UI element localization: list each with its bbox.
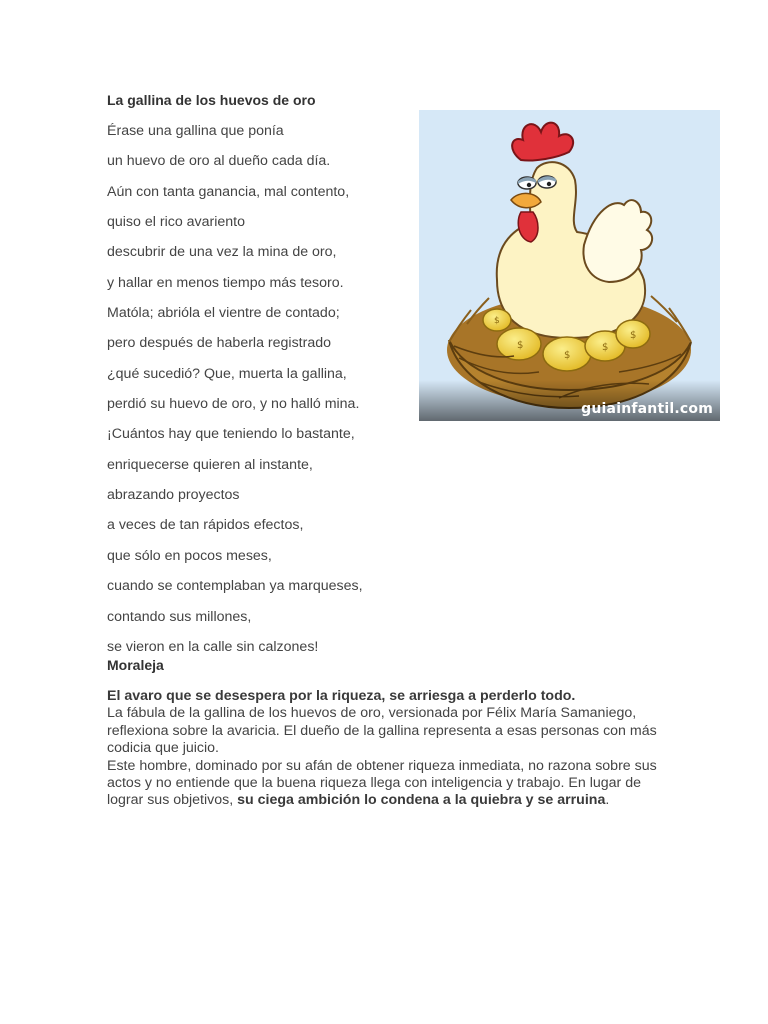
paragraph-1: La fábula de la gallina de los huevos de oro, versionada por Félix María Samaniego, reflexiona sobre la avaricia. El dueño de la gallina representa a esas personas con más codicia que juicio. xyxy=(107,705,657,757)
hen-illustration xyxy=(419,110,720,421)
paragraph-2 xyxy=(107,758,667,810)
poem xyxy=(107,122,407,668)
hen-pupil-left xyxy=(527,183,531,187)
poem-line: ¡Cuántos hay que teniendo lo bastante, xyxy=(107,426,355,443)
poem-line: a veces de tan rápidos efectos, xyxy=(107,517,304,534)
paragraph-2-emphasis: su ciega ambición lo condena a la quiebra y se arruina xyxy=(237,792,606,809)
egg-dollar-sign: $ xyxy=(602,342,609,353)
paragraph-2-end: . xyxy=(605,792,610,809)
watermark-text: guiainfantil.com xyxy=(581,401,713,417)
paragraph-2-text: Este hombre, dominado por su afán de obtener riqueza inmediata, no razona sobre sus actos y no entiende que la buena riqueza llega con inteligencia y trabajo. En lugar de lograr sus objetivos, xyxy=(107,757,657,809)
poem-line: ¿qué sucedió? Que, muerta la gallina, xyxy=(107,365,347,382)
poem-line: un huevo de oro al dueño cada día. xyxy=(107,153,331,170)
egg-dollar-sign: $ xyxy=(630,330,637,341)
poem-line: perdió su huevo de oro, y no halló mina. xyxy=(107,396,360,413)
poem-line: Aún con tanta ganancia, mal contento, xyxy=(107,183,350,200)
poem-line: pero después de haberla registrado xyxy=(107,335,332,352)
moral-body xyxy=(107,688,667,810)
poem-line: abrazando proyectos xyxy=(107,487,240,504)
poem-line: quiso el rico avariento xyxy=(107,214,246,231)
egg-dollar-sign: $ xyxy=(494,316,500,326)
fable-title: La gallina de los huevos de oro xyxy=(107,92,316,108)
poem-line: que sólo en pocos meses, xyxy=(107,547,272,564)
poem-line: y hallar en menos tiempo más tesoro. xyxy=(107,274,344,291)
moral-lead: El avaro que se desespera por la riqueza, se arriesga a perderlo todo. xyxy=(107,688,576,704)
poem-line: Matóla; abrióla el vientre de contado; xyxy=(107,305,340,322)
poem-line: Érase una gallina que ponía xyxy=(107,123,284,139)
poem-line: cuando se contemplaban ya marqueses, xyxy=(107,578,363,595)
poem-line: se vieron en la calle sin calzones! xyxy=(107,638,319,655)
moral-heading: Moraleja xyxy=(107,657,164,673)
egg-dollar-sign: $ xyxy=(517,340,524,351)
poem-line: contando sus millones, xyxy=(107,608,252,625)
hen-pupil-right xyxy=(547,182,551,186)
egg-dollar-sign: $ xyxy=(564,350,571,361)
hen-on-nest-icon xyxy=(419,110,720,421)
poem-line: enriquecerse quieren al instante, xyxy=(107,456,313,473)
poem-line: descubrir de una vez la mina de oro, xyxy=(107,244,337,261)
